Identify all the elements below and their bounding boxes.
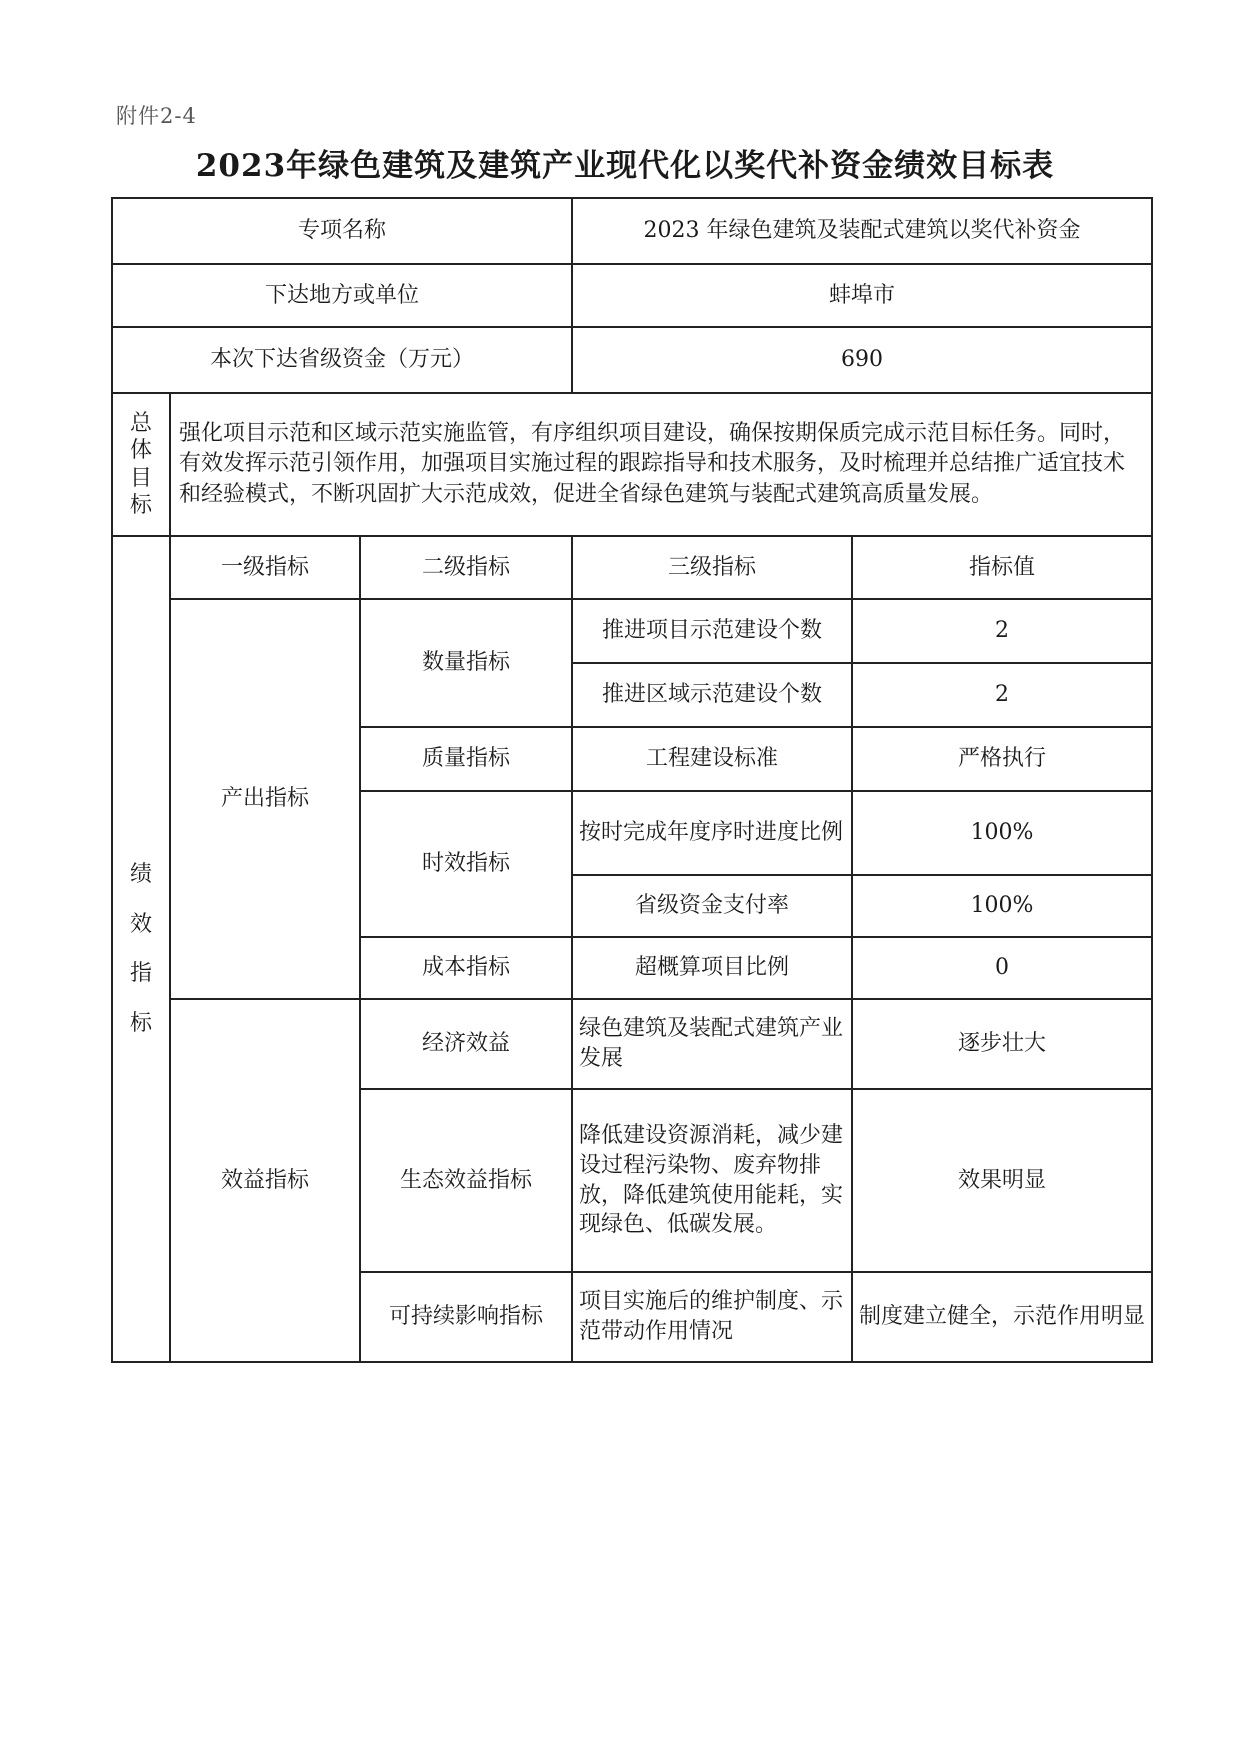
table-row-t2-value: 100%: [852, 875, 1152, 937]
goal-text: 强化项目示范和区域示范实施监管，有序组织项目建设，确保按期保质完成示范目标任务。同时，有效发挥示范引领作用，加强项目实施过程的跟踪指导和技术服务，及时梳理并总结推广适宜技术和经验模式，不断巩固扩大示范成效，促进全省绿色建筑与装配式建筑高质量发展。: [170, 393, 1152, 536]
header-value: 指标值: [852, 536, 1152, 599]
page-title: 2023年绿色建筑及建筑产业现代化以奖代补资金绩效目标表: [195, 148, 1055, 184]
table-row-t1-name: 按时完成年度序时进度比例: [572, 791, 852, 875]
project-name-value: 2023 年绿色建筑及装配式建筑以奖代补资金: [572, 198, 1152, 264]
table-row-q2-name: 推进区域示范建设个数: [572, 663, 852, 727]
table-row-sus-value: 制度建立健全，示范作用明显: [852, 1272, 1152, 1362]
economic-indicator: 经济效益: [360, 999, 572, 1089]
header-level2: 二级指标: [360, 536, 572, 599]
table-row-quality-value: 严格执行: [852, 727, 1152, 791]
table-row-quality-name: 工程建设标准: [572, 727, 852, 791]
fund-label: 本次下达省级资金（万元）: [112, 327, 572, 393]
table-row-eco-name: 降低建设资源消耗，减少建设过程污染物、废弃物排放，降低建筑使用能耗，实现绿色、低碳发展。: [572, 1089, 852, 1272]
performance-label: 绩 效 指 标: [112, 536, 170, 1362]
table-row-sus-name: 项目实施后的维护制度、示范带动作用情况: [572, 1272, 852, 1362]
fund-value: 690: [572, 327, 1152, 393]
benefit-indicator: 效益指标: [170, 999, 360, 1362]
output-indicator: 产出指标: [170, 599, 360, 999]
table-row-eco-value: 效果明显: [852, 1089, 1152, 1272]
header-level3: 三级指标: [572, 536, 852, 599]
table-row-t1-value: 100%: [852, 791, 1152, 875]
region-label: 下达地方或单位: [112, 264, 572, 327]
table-row-q1-value: 2: [852, 599, 1152, 663]
table-row-cost-name: 超概算项目比例: [572, 937, 852, 999]
performance-target-table: [111, 197, 1153, 1363]
region-value: 蚌埠市: [572, 264, 1152, 327]
timeliness-indicator: 时效指标: [360, 791, 572, 937]
header-level1: 一级指标: [170, 536, 360, 599]
quantity-indicator: 数量指标: [360, 599, 572, 727]
sustain-indicator: 可持续影响指标: [360, 1272, 572, 1362]
table-row-econ-name: 绿色建筑及装配式建筑产业发展: [572, 999, 852, 1089]
cost-indicator: 成本指标: [360, 937, 572, 999]
table-row-cost-value: 0: [852, 937, 1152, 999]
table-row-q2-value: 2: [852, 663, 1152, 727]
table-row-econ-value: 逐步壮大: [852, 999, 1152, 1089]
table-row-t2-name: 省级资金支付率: [572, 875, 852, 937]
table-row-q1-name: 推进项目示范建设个数: [572, 599, 852, 663]
quality-indicator: 质量指标: [360, 727, 572, 791]
goal-label: 总 体 目 标: [112, 393, 170, 536]
project-name-label: 专项名称: [112, 198, 572, 264]
annex-label: 附件2-4: [116, 104, 197, 128]
ecology-indicator: 生态效益指标: [360, 1089, 572, 1272]
